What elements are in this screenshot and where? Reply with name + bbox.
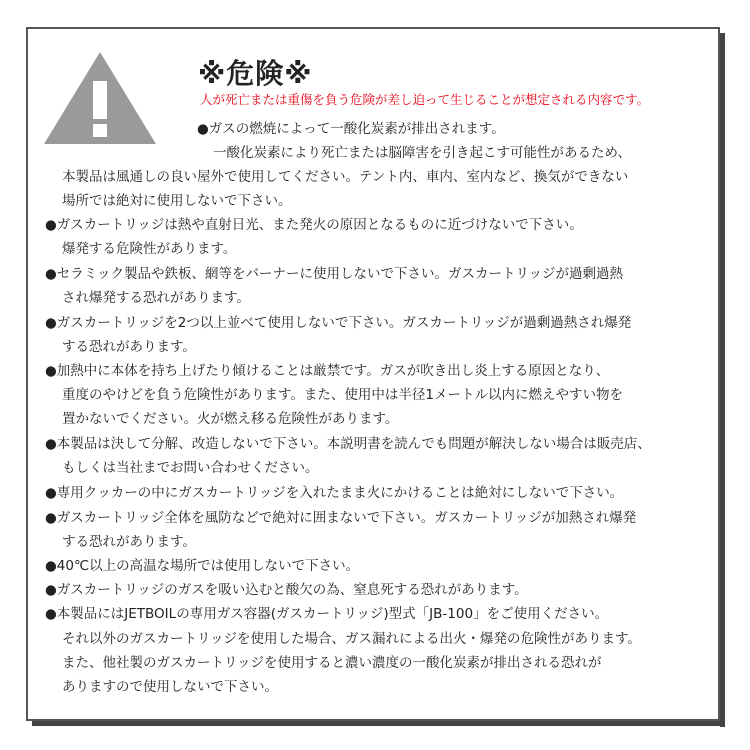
- warning-line: する恐れがあります。: [62, 339, 196, 355]
- warning-line: ●加熱中に本体を持ち上げたり傾けることは厳禁です。ガスが吹き出し炎上する原因となり、: [45, 363, 610, 379]
- warning-line: 置かないでください。火が燃え移る危険性があります。: [62, 411, 399, 427]
- warning-line: ●ガスカートリッジは熱や直射日光、また発火の原因となるものに近づけないで下さい。: [45, 217, 583, 233]
- warning-line: 本製品は風通しの良い屋外で使用してください。テント内、車内、室内など、換気ができない: [62, 169, 629, 185]
- danger-title: ※危険※: [198, 57, 313, 90]
- warning-line: 爆発する危険性があります。: [62, 241, 237, 257]
- warning-line: ありますので使用しないで下さい。: [62, 679, 278, 695]
- frame-shadow-right: [720, 33, 725, 727]
- warning-line: ●40℃以上の高温な場所では使用しないで下さい。: [45, 558, 360, 574]
- warning-line: ●ガスの燃焼によって一酸化炭素が排出されます。: [197, 121, 505, 137]
- warning-triangle-icon: [40, 48, 160, 148]
- warning-line: 場所では絶対に使用しないで下さい。: [62, 193, 292, 209]
- warning-line: ●本製品は決して分解、改造しないで下さい。本説明書を読んでも問題が解決しない場合は販売店、: [45, 436, 651, 452]
- warning-line: ●専用クッカーの中にガスカートリッジを入れたまま火にかけることは絶対にしないで下さい。: [45, 485, 624, 501]
- warning-line: する恐れがあります。: [62, 534, 196, 550]
- warning-line: ●ガスカートリッジを2つ以上並べて使用しないで下さい。ガスカートリッジが過剰過熱され爆発: [45, 315, 632, 331]
- warning-line: ●ガスカートリッジのガスを吸い込むと酸欠の為、窒息死する恐れがあります。: [45, 582, 528, 598]
- warning-line: 一酸化炭素により死亡または脳障害を引き起こす可能性があるため、: [213, 145, 631, 161]
- warning-line: また、他社製のガスカートリッジを使用すると濃い濃度の一酸化炭素が排出される恐れが: [62, 655, 602, 671]
- danger-subtitle: 人が死亡または重傷を負う危険が差し迫って生じることが想定される内容です。: [200, 92, 650, 107]
- warning-line: 重度のやけどを負う危険性があります。また、使用中は半径1メートル以内に燃えやすい物を: [62, 387, 624, 403]
- warning-line: ●ガスカートリッジ全体を風防などで絶対に囲まないで下さい。ガスカートリッジが加熱され爆発: [45, 510, 637, 526]
- warning-line: それ以外のガスカートリッジを使用した場合、ガス漏れによる出火・爆発の危険性があります。: [62, 631, 641, 647]
- warning-line: され爆発する恐れがあります。: [62, 290, 250, 306]
- frame-shadow-bottom: [32, 721, 725, 726]
- warning-line: ●セラミック製品や鉄板、網等をバーナーに使用しないで下さい。ガスカートリッジが過剰過熱: [45, 266, 623, 282]
- warning-line: ●本製品にはJETBOILの専用ガス容器(ガスカートリッジ)型式「JB-100」をご使用ください。: [45, 606, 609, 622]
- warning-line: もしくは当社までお問い合わせください。: [62, 460, 319, 476]
